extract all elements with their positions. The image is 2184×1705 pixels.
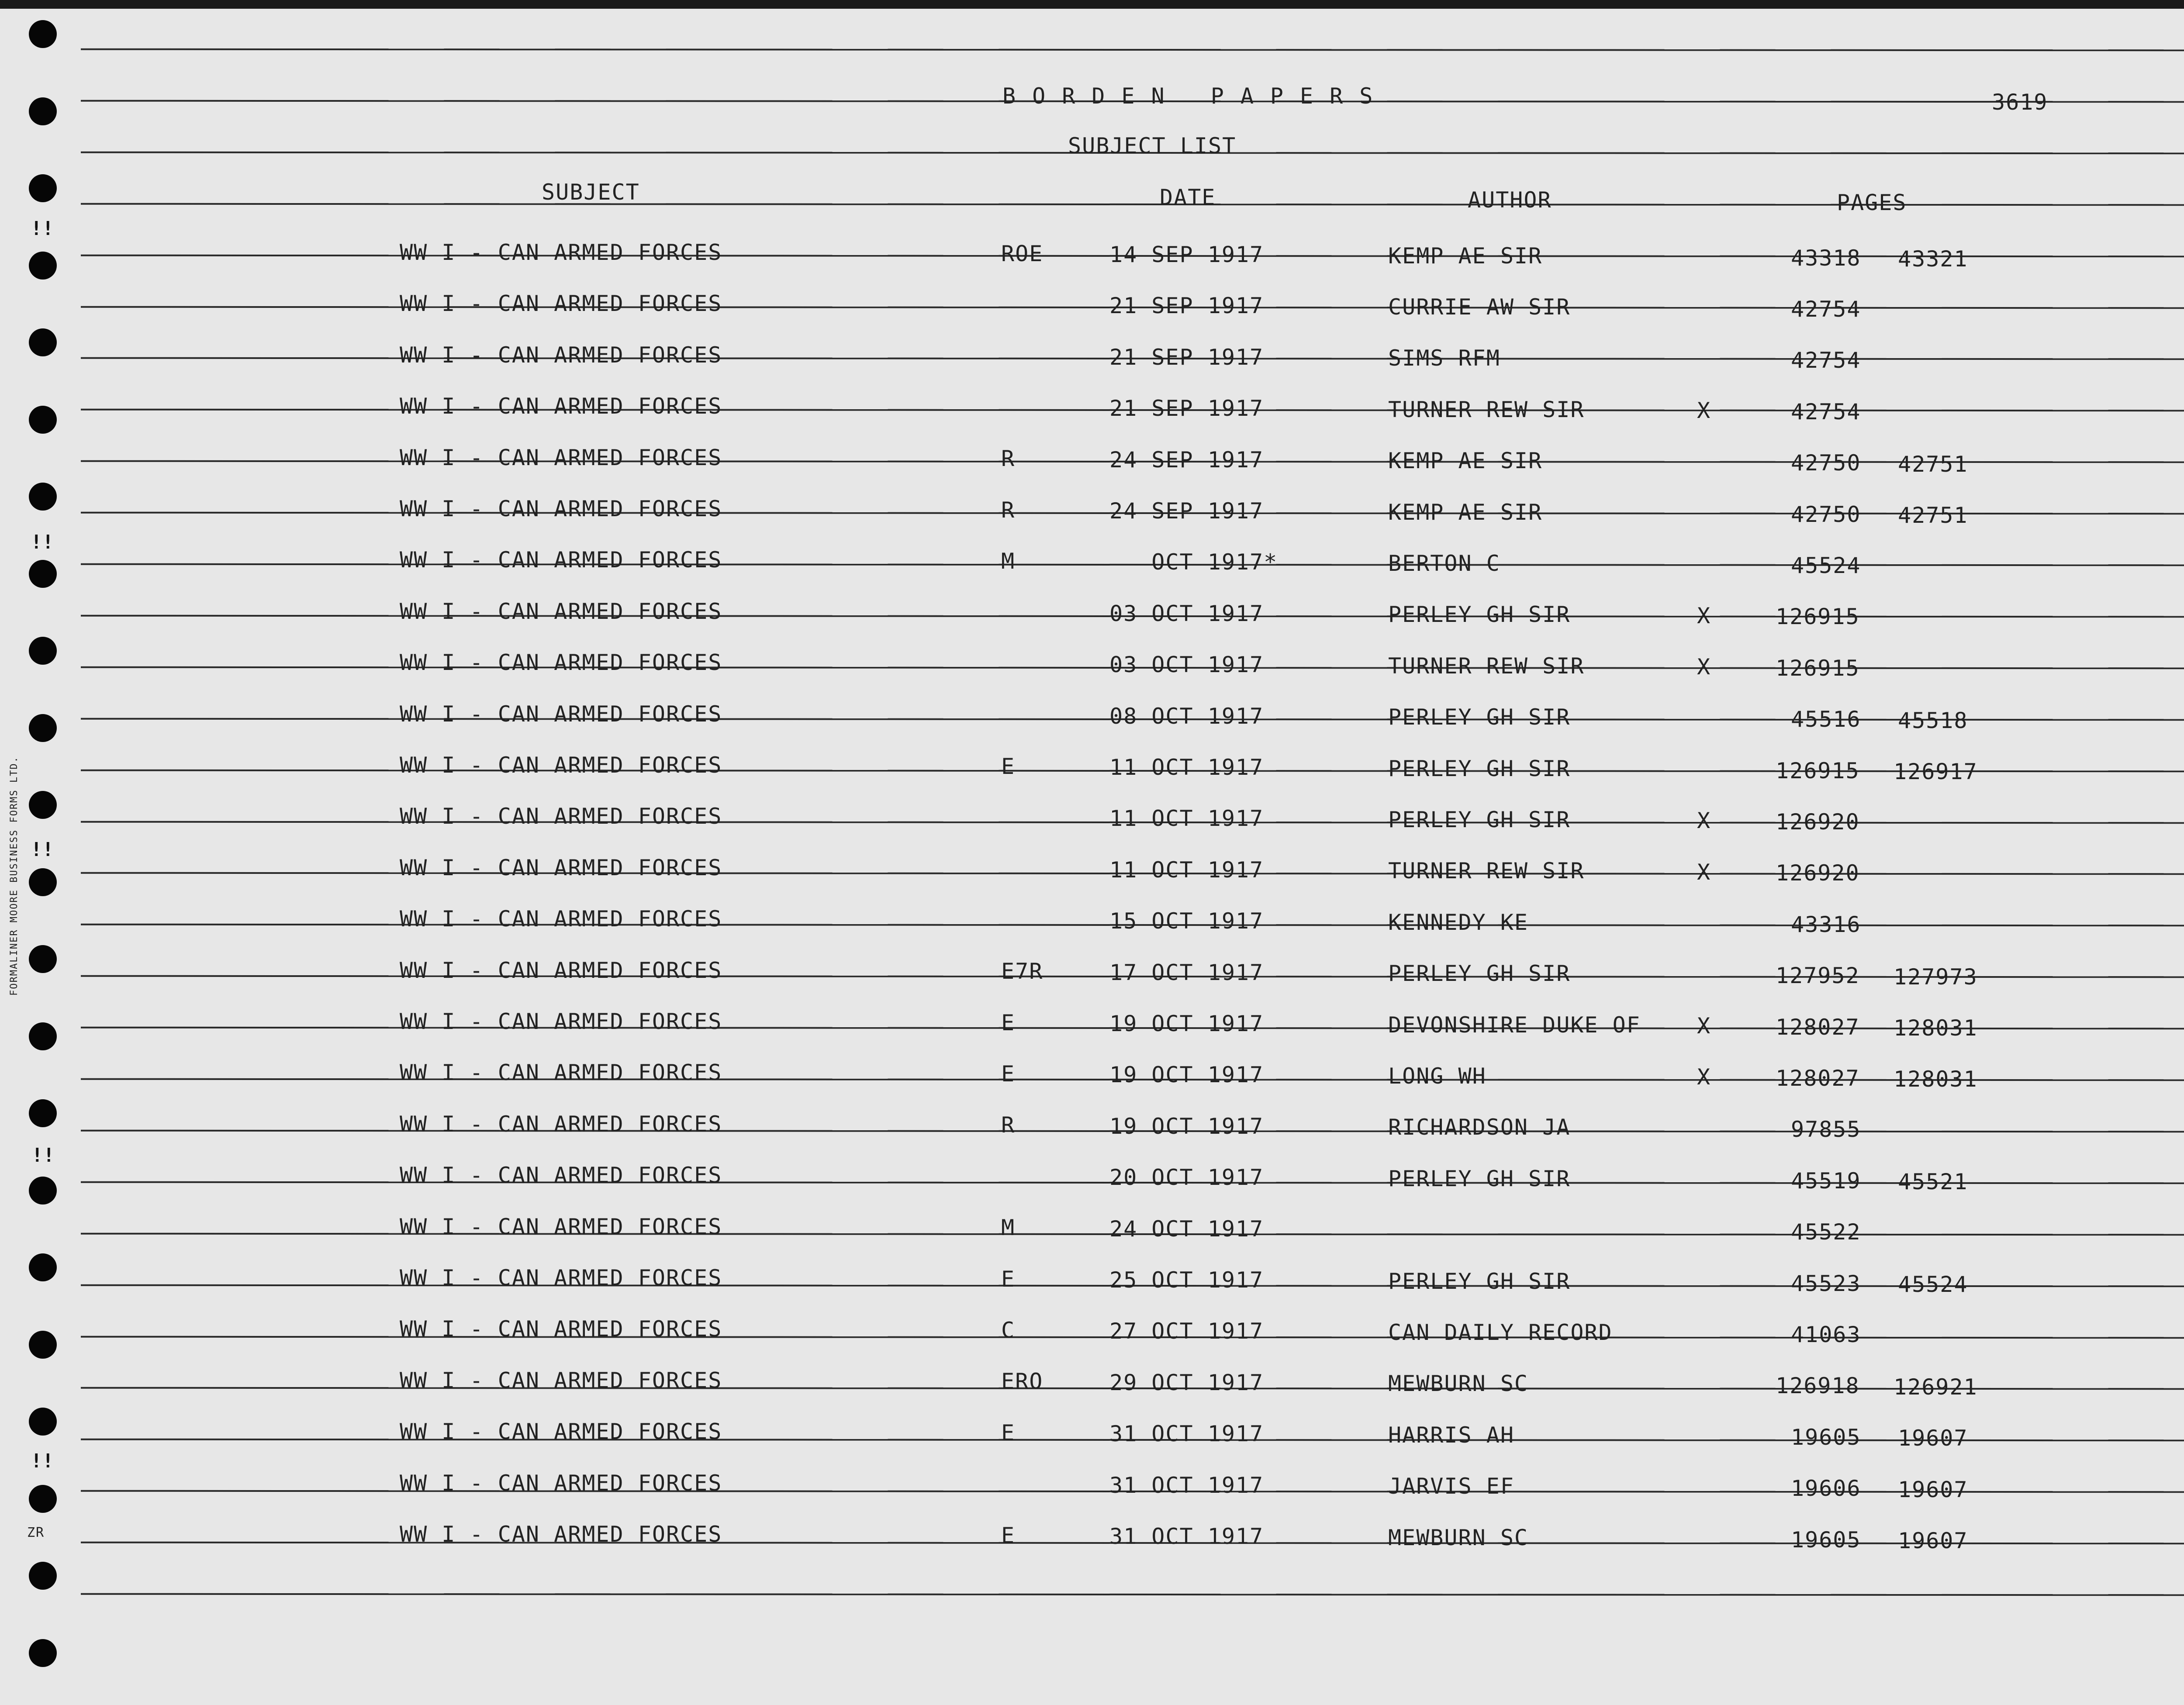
- cell-date: 14 SEP 1917: [1109, 242, 1264, 267]
- cell-code: ERO: [1001, 1369, 1044, 1394]
- cell-page-start: 126920: [1776, 809, 1860, 835]
- tractor-hole-icon: [29, 1022, 57, 1050]
- cell-author: PERLEY GH SIR: [1388, 961, 1571, 986]
- cell-date: 21 SEP 1917: [1109, 293, 1264, 318]
- cell-code: E: [1001, 1523, 1016, 1548]
- cell-author: CAN DAILY RECORD: [1388, 1320, 1613, 1345]
- cell-author: RICHARDSON JA: [1388, 1115, 1571, 1140]
- cell-date: 17 OCT 1917: [1109, 960, 1264, 985]
- cell-subject: WW I - CAN ARMED FORCES: [400, 547, 722, 573]
- cell-page-start: 42750: [1791, 502, 1861, 527]
- cell-page-start: 45519: [1791, 1168, 1861, 1194]
- cell-code: E: [1001, 754, 1016, 779]
- cell-flag: X: [1697, 398, 1711, 423]
- list-title: SUBJECT LIST: [1068, 133, 1237, 159]
- column-header-author: AUTHOR: [1468, 187, 1552, 213]
- cell-subject: WW I - CAN ARMED FORCES: [400, 393, 722, 419]
- cell-subject: WW I - CAN ARMED FORCES: [400, 752, 722, 778]
- cell-code: E7R: [1001, 959, 1044, 984]
- cell-author: TURNER REW SIR: [1388, 858, 1585, 884]
- cell-date: 31 OCT 1917: [1109, 1421, 1264, 1446]
- column-header-subject: SUBJECT: [542, 179, 640, 205]
- cell-flag: X: [1697, 654, 1711, 680]
- ruled-line: [81, 1593, 2184, 1596]
- tractor-hole-icon: [29, 868, 57, 896]
- cell-flag: X: [1697, 603, 1711, 628]
- cell-flag: X: [1697, 808, 1711, 833]
- tractor-hole-icon: [29, 20, 57, 48]
- tractor-hole-icon: [29, 945, 57, 973]
- tractor-hole-icon: [29, 483, 57, 511]
- tractor-hole-icon: [29, 1177, 57, 1205]
- cell-subject: WW I - CAN ARMED FORCES: [400, 804, 722, 829]
- cell-author: KEMP AE SIR: [1388, 500, 1543, 525]
- cell-code: E: [1001, 1267, 1016, 1292]
- cell-code: R: [1001, 446, 1016, 471]
- column-header-pages: PAGES: [1837, 190, 1907, 215]
- cell-page-start: 19605: [1791, 1527, 1861, 1553]
- page-number: 3619: [1992, 90, 2048, 115]
- cell-flag: X: [1697, 1013, 1711, 1039]
- cell-page-start: 43316: [1791, 912, 1861, 937]
- cell-author: SIMS RFM: [1388, 345, 1500, 371]
- cell-author: BERTON C: [1388, 551, 1500, 576]
- cell-date: 03 OCT 1917: [1109, 652, 1264, 677]
- cell-subject: WW I - CAN ARMED FORCES: [400, 1419, 722, 1444]
- tractor-hole-icon: [29, 1408, 57, 1436]
- tab-mark: !!: [31, 1144, 55, 1167]
- tractor-hole-icon: [29, 791, 57, 819]
- cell-code: E: [1001, 1420, 1016, 1446]
- tractor-hole-icon: [29, 174, 57, 202]
- cell-author: MEWBURN SC: [1388, 1371, 1529, 1396]
- cell-author: TURNER REW SIR: [1388, 397, 1585, 422]
- column-header-date: DATE: [1160, 185, 1216, 210]
- cell-page-start: 19605: [1791, 1425, 1861, 1450]
- tractor-hole-icon: [29, 1485, 57, 1513]
- cell-page-end: 45521: [1898, 1169, 1968, 1194]
- cell-page-end: 128031: [1894, 1066, 1978, 1092]
- tractor-hole-icon: [29, 560, 57, 588]
- cell-code: R: [1001, 497, 1016, 523]
- cell-date: 20 OCT 1917: [1109, 1165, 1264, 1190]
- cell-page-start: 126915: [1776, 604, 1860, 629]
- cell-subject: WW I - CAN ARMED FORCES: [400, 240, 722, 265]
- tractor-hole-icon: [29, 1331, 57, 1359]
- cell-subject: WW I - CAN ARMED FORCES: [400, 1163, 722, 1188]
- cell-author: TURNER REW SIR: [1388, 653, 1585, 679]
- cell-date: 31 OCT 1917: [1109, 1473, 1264, 1498]
- tractor-hole-icon: [29, 714, 57, 742]
- cell-page-start: 19606: [1791, 1476, 1861, 1501]
- cell-subject: WW I - CAN ARMED FORCES: [400, 496, 722, 521]
- cell-page-start: 43318: [1791, 245, 1861, 271]
- cell-page-end: 127973: [1894, 964, 1978, 990]
- cell-author: LONG WH: [1388, 1063, 1486, 1089]
- tractor-hole-icon: [29, 1253, 57, 1281]
- cell-date: 08 OCT 1917: [1109, 704, 1264, 729]
- cell-page-start: 128027: [1776, 1015, 1860, 1040]
- cell-date: 19 OCT 1917: [1109, 1062, 1264, 1087]
- cell-page-start: 126915: [1776, 656, 1860, 681]
- cell-date: 25 OCT 1917: [1109, 1267, 1264, 1293]
- cell-page-start: 126915: [1776, 758, 1860, 783]
- tab-mark: !!: [31, 531, 54, 553]
- cell-subject: WW I - CAN ARMED FORCES: [400, 958, 722, 983]
- cell-page-start: 45524: [1791, 553, 1861, 578]
- cell-subject: WW I - CAN ARMED FORCES: [400, 1522, 722, 1547]
- cell-subject: WW I - CAN ARMED FORCES: [400, 1214, 722, 1239]
- cell-page-start: 42754: [1791, 297, 1861, 322]
- tractor-hole-icon: [29, 406, 57, 434]
- cell-author: PERLEY GH SIR: [1388, 1166, 1571, 1191]
- tractor-hole-icon: [29, 328, 57, 356]
- cell-code: M: [1001, 1215, 1016, 1240]
- tractor-hole-icon: [29, 637, 57, 665]
- cell-author: HARRIS AH: [1388, 1422, 1514, 1448]
- cell-date: 24 OCT 1917: [1109, 1216, 1264, 1242]
- cell-author: DEVONSHIRE DUKE OF: [1388, 1012, 1641, 1038]
- cell-subject: WW I - CAN ARMED FORCES: [400, 906, 722, 932]
- cell-subject: WW I - CAN ARMED FORCES: [400, 1265, 722, 1291]
- cell-subject: WW I - CAN ARMED FORCES: [400, 855, 722, 880]
- cell-page-start: 45516: [1791, 707, 1861, 732]
- corner-code: ZR: [27, 1525, 45, 1540]
- tab-mark: !!: [31, 217, 54, 240]
- cell-code: M: [1001, 549, 1016, 574]
- cell-subject: WW I - CAN ARMED FORCES: [400, 599, 722, 624]
- form-imprint: FORMALINER MOORE BUSINESS FORMS LTD.: [9, 756, 20, 996]
- cell-page-start: 45523: [1791, 1271, 1861, 1296]
- cell-page-start: 42754: [1791, 399, 1861, 425]
- cell-page-end: 45518: [1898, 708, 1968, 733]
- cell-author: KENNEDY KE: [1388, 910, 1529, 935]
- cell-date: 19 OCT 1917: [1109, 1011, 1264, 1036]
- cell-code: E: [1001, 1061, 1016, 1087]
- tractor-hole-icon: [29, 252, 57, 280]
- cell-code: ROE: [1001, 241, 1044, 266]
- cell-subject: WW I - CAN ARMED FORCES: [400, 701, 722, 727]
- cell-code: R: [1001, 1112, 1016, 1138]
- cell-page-start: 127952: [1776, 963, 1860, 988]
- cell-author: KEMP AE SIR: [1388, 448, 1543, 473]
- cell-author: JARVIS EF: [1388, 1474, 1514, 1499]
- cell-page-start: 41063: [1791, 1322, 1861, 1347]
- cell-page-end: 43321: [1898, 246, 1968, 272]
- cell-date: 21 SEP 1917: [1109, 345, 1264, 370]
- cell-page-start: 128027: [1776, 1066, 1860, 1091]
- cell-page-end: 19607: [1898, 1477, 1968, 1502]
- cell-date: 19 OCT 1917: [1109, 1114, 1264, 1139]
- cell-author: CURRIE AW SIR: [1388, 294, 1571, 320]
- document-page: [0, 9, 2184, 1705]
- cell-page-end: 42751: [1898, 503, 1968, 528]
- cell-date: 11 OCT 1917: [1109, 755, 1264, 780]
- cell-author: PERLEY GH SIR: [1388, 704, 1571, 730]
- cell-date: 15 OCT 1917: [1109, 908, 1264, 934]
- cell-page-end: 19607: [1898, 1528, 1968, 1553]
- cell-subject: WW I - CAN ARMED FORCES: [400, 291, 722, 316]
- document-title: BORDEN PAPERS: [1002, 83, 1389, 109]
- cell-page-end: 45524: [1898, 1272, 1968, 1297]
- cell-date: 29 OCT 1917: [1109, 1370, 1264, 1395]
- tractor-hole-icon: [29, 1562, 57, 1590]
- cell-subject: WW I - CAN ARMED FORCES: [400, 1009, 722, 1034]
- cell-flag: X: [1697, 859, 1711, 885]
- cell-page-end: 128031: [1894, 1015, 1978, 1041]
- cell-subject: WW I - CAN ARMED FORCES: [400, 1368, 722, 1393]
- cell-subject: WW I - CAN ARMED FORCES: [400, 1470, 722, 1496]
- cell-date: 24 SEP 1917: [1109, 498, 1264, 524]
- cell-page-start: 126918: [1776, 1373, 1860, 1398]
- cell-page-end: 126917: [1894, 759, 1978, 784]
- tab-mark: !!: [31, 839, 54, 861]
- cell-subject: WW I - CAN ARMED FORCES: [400, 1316, 722, 1342]
- cell-date: 11 OCT 1917: [1109, 806, 1264, 831]
- cell-date: OCT 1917*: [1109, 549, 1278, 575]
- tractor-hole-icon: [29, 1639, 57, 1667]
- cell-date: 03 OCT 1917: [1109, 601, 1264, 626]
- cell-author: KEMP AE SIR: [1388, 243, 1543, 269]
- cell-page-end: 19607: [1898, 1425, 1968, 1451]
- cell-subject: WW I - CAN ARMED FORCES: [400, 1060, 722, 1085]
- cell-subject: WW I - CAN ARMED FORCES: [400, 650, 722, 675]
- cell-page-start: 126920: [1776, 860, 1860, 886]
- cell-author: PERLEY GH SIR: [1388, 1269, 1571, 1294]
- cell-page-end: 42751: [1898, 452, 1968, 477]
- cell-author: MEWBURN SC: [1388, 1525, 1529, 1550]
- tractor-hole-icon: [29, 97, 57, 125]
- cell-date: 27 OCT 1917: [1109, 1318, 1264, 1344]
- cell-code: E: [1001, 1010, 1016, 1035]
- cell-author: PERLEY GH SIR: [1388, 756, 1571, 781]
- cell-author: PERLEY GH SIR: [1388, 602, 1571, 627]
- cell-subject: WW I - CAN ARMED FORCES: [400, 1111, 722, 1137]
- cell-page-start: 42754: [1791, 348, 1861, 373]
- cell-date: 11 OCT 1917: [1109, 857, 1264, 883]
- cell-author: PERLEY GH SIR: [1388, 807, 1571, 832]
- cell-page-start: 97855: [1791, 1117, 1861, 1142]
- ruled-line: [81, 48, 2184, 52]
- cell-page-start: 42750: [1791, 450, 1861, 476]
- cell-date: 21 SEP 1917: [1109, 396, 1264, 421]
- cell-subject: WW I - CAN ARMED FORCES: [400, 445, 722, 470]
- cell-date: 31 OCT 1917: [1109, 1524, 1264, 1549]
- cell-subject: WW I - CAN ARMED FORCES: [400, 342, 722, 368]
- tab-mark: !!: [31, 1450, 54, 1472]
- cell-page-end: 126921: [1894, 1374, 1978, 1400]
- cell-flag: X: [1697, 1064, 1711, 1090]
- cell-page-start: 45522: [1791, 1219, 1861, 1245]
- tractor-hole-icon: [29, 1099, 57, 1127]
- cell-code: C: [1001, 1318, 1016, 1343]
- cell-date: 24 SEP 1917: [1109, 447, 1264, 473]
